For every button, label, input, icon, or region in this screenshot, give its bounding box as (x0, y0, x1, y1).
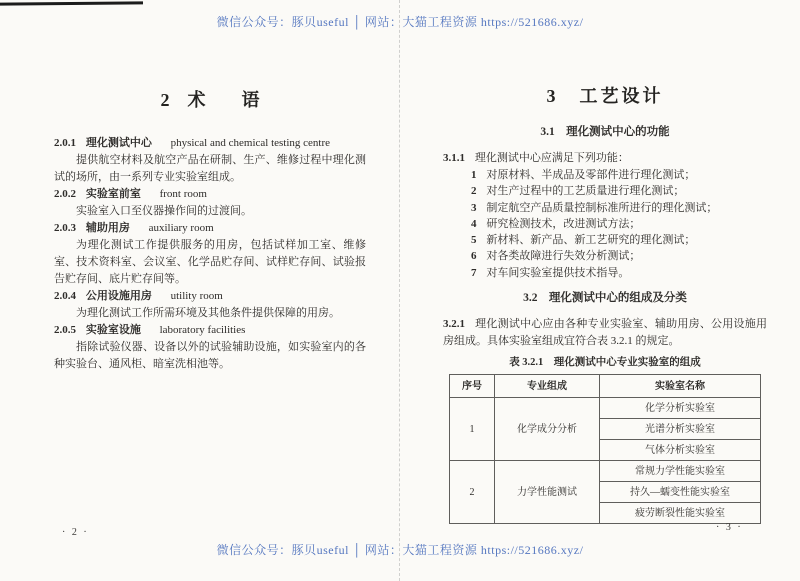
term-english: front room (159, 188, 207, 200)
item-number: 5 (471, 234, 477, 247)
watermark-bottom: 微信公众号：豚贝useful │ 网站：大猫工程资源 https://521686.xyz/ (216, 543, 584, 557)
item-text: 制定航空产品质量控制标准所进行的理化测试； (486, 201, 718, 214)
function-list-item (443, 167, 767, 183)
cell-group-category: 化学成分分析 (495, 398, 600, 461)
clause-text: 理化测试中心应由各种专业实验室、辅助用房、公用设施用房组成。具体实验室组成宜符合表 3.2.1 的规定。 (443, 318, 767, 348)
cell-lab-name: 气体分析实验室 (600, 440, 761, 461)
term-chinese: 公用设施用房 (85, 290, 152, 302)
term-definition: 指除试验仪器、设备以外的试验辅助设施，如实验室内的各种实验台、通风柜、暗室洗相池等。 (54, 341, 366, 370)
page-number-left: · 2 · (62, 527, 89, 538)
item-number: 7 (471, 266, 477, 279)
term-definition: 提供航空材料及航空产品在研制、生产、维修过程中理化测试的场所，由一系列专业实验室组成。 (54, 154, 366, 183)
item-text: 新材料、新产品、新工艺研究的理化测试； (486, 234, 696, 247)
term-english: physical and chemical testing centre (170, 137, 331, 149)
term-chinese: 实验室前室 (85, 188, 141, 200)
term-number: 2.0.1 (54, 137, 76, 149)
term-english: auxiliary room (148, 222, 214, 234)
clause-number: 3.1.1 (443, 152, 465, 164)
function-list-item (443, 232, 767, 248)
item-number: 4 (471, 217, 477, 230)
term-definition: 实验室入口至仪器操作间的过渡间。 (76, 205, 252, 217)
table-header-labname: 实验室名称 (600, 375, 761, 398)
function-list-item (443, 183, 767, 199)
cell-group-category: 力学性能测试 (495, 461, 600, 524)
term-entry (54, 288, 366, 322)
right-page (443, 84, 767, 524)
cell-lab-name: 疲劳断裂性能实验室 (600, 503, 761, 524)
table-row (450, 398, 761, 419)
function-list-item (443, 265, 767, 281)
term-english: laboratory facilities (159, 324, 246, 336)
term-chinese: 实验室设施 (85, 324, 141, 336)
left-page (54, 88, 366, 373)
function-list-item (443, 248, 767, 264)
term-heading (54, 220, 366, 237)
item-number: 2 (471, 185, 477, 198)
term-heading (54, 135, 366, 152)
item-number: 6 (471, 250, 477, 263)
chapter-title-process-design: 3 工艺设计 (546, 86, 664, 106)
table-row (450, 461, 761, 482)
term-number: 2.0.2 (54, 188, 76, 200)
watermark-top: 微信公众号：豚贝useful │ 网站：大猫工程资源 https://521686.xyz/ (216, 15, 584, 29)
term-entry (54, 135, 366, 186)
function-list-item (443, 216, 767, 232)
clause-text: 理化测试中心应满足下列功能： (474, 152, 629, 164)
cell-group-no: 2 (450, 461, 495, 524)
item-number: 1 (471, 169, 477, 181)
table-header-category: 专业组成 (495, 375, 600, 398)
section-heading-3-2: 3.2 理化测试中心的组成及分类 (523, 292, 687, 305)
page-number-right: · 3 · (716, 522, 743, 533)
clause-3-2-1 (443, 316, 767, 350)
cell-lab-name: 持久—蠕变性能实验室 (600, 482, 761, 503)
function-list-item (443, 200, 767, 216)
item-text: 对生产过程中的工艺质量进行理化测试； (486, 185, 685, 198)
term-number: 2.0.5 (54, 324, 76, 336)
term-heading (54, 288, 366, 305)
term-english: utility room (170, 290, 223, 302)
chapter-title-terms: 2 术 语 (160, 90, 260, 110)
cell-lab-name: 化学分析实验室 (600, 398, 761, 419)
term-entry (54, 322, 366, 373)
item-text: 研究检测技术，改进测试方法； (486, 217, 641, 230)
term-entry (54, 220, 366, 288)
scan-artifact-line (0, 1, 143, 5)
term-number: 2.0.3 (54, 222, 76, 234)
cell-group-no: 1 (450, 398, 495, 461)
table-header-row (450, 375, 761, 398)
term-definition: 为理化测试工作提供服务的用房，包括试样加工室、维修室、技术资料室、会议室、化学品贮存间、试样贮存间、试验报告贮存间、底片贮存间等。 (54, 239, 366, 285)
clause-number: 3.2.1 (443, 318, 465, 331)
clause-3-1-1 (443, 150, 767, 167)
item-text: 对原材料、半成品及零部件进行理化测试； (486, 169, 696, 181)
term-definition: 为理化测试工作所需环境及其他条件提供保障的用房。 (76, 307, 340, 319)
table-header-no: 序号 (450, 375, 495, 398)
term-chinese: 辅助用房 (85, 222, 130, 234)
cell-lab-name: 常规力学性能实验室 (600, 461, 761, 482)
term-heading (54, 186, 366, 203)
term-entry (54, 186, 366, 220)
item-number: 3 (471, 201, 477, 214)
page-fold-line (399, 0, 400, 581)
lab-composition-table (449, 374, 761, 524)
item-text: 对车间实验室提供技术指导。 (486, 266, 630, 279)
cell-lab-name: 光谱分析实验室 (600, 419, 761, 440)
section-heading-3-1: 3.1 理化测试中心的功能 (540, 126, 670, 138)
term-number: 2.0.4 (54, 290, 76, 302)
term-heading (54, 322, 366, 339)
term-chinese: 理化测试中心 (85, 137, 152, 149)
item-text: 对各类故障进行失效分析测试； (486, 250, 641, 263)
table-caption: 表 3.2.1 理化测试中心专业实验室的组成 (509, 357, 701, 369)
